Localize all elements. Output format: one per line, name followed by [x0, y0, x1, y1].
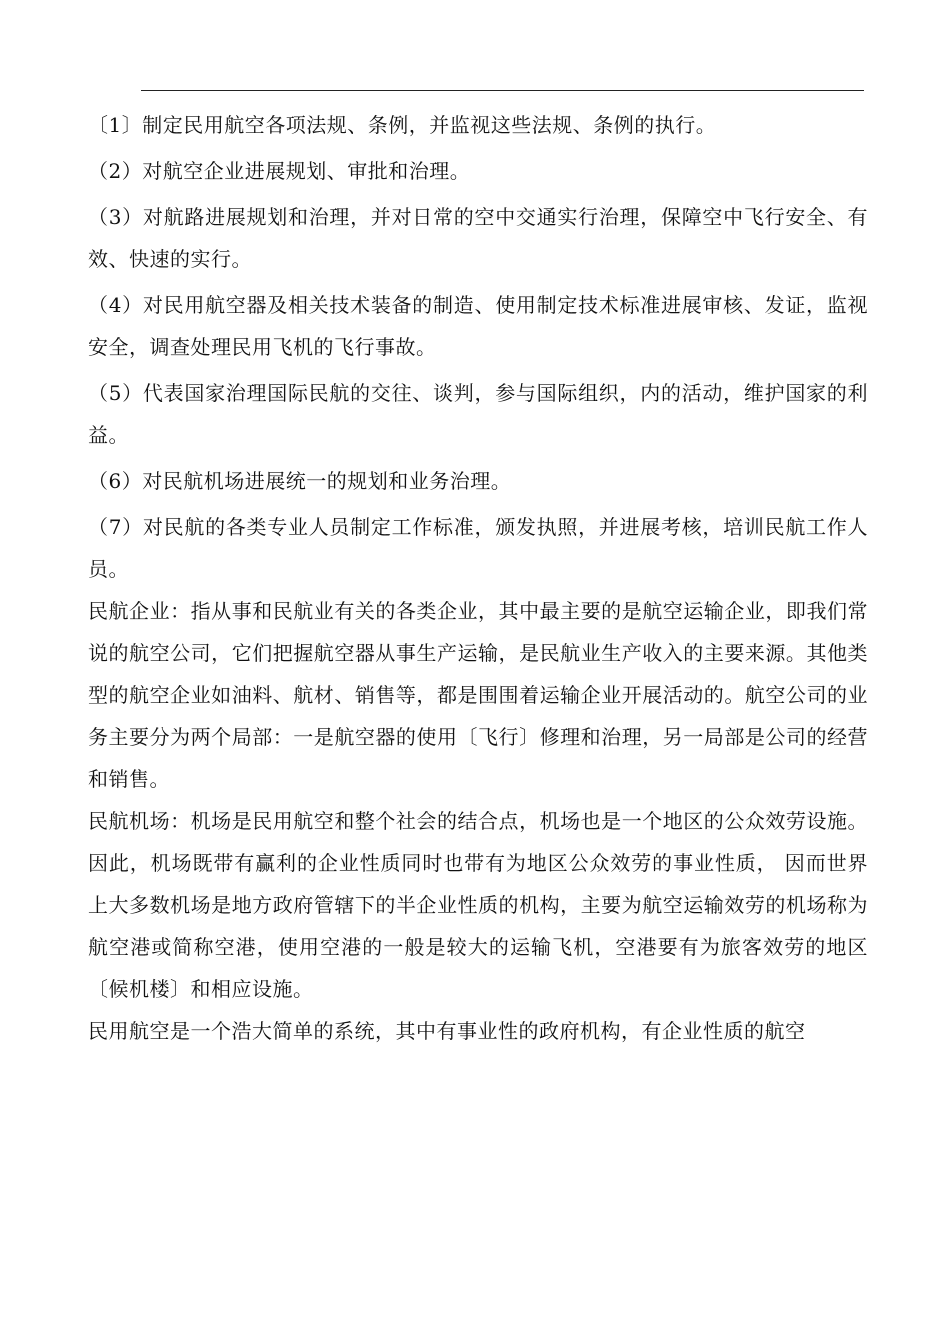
list-item-5: （5）代表国家治理国际民航的交往、谈判，参与国际组织，内的活动，维护国家的利益。 — [88, 381, 868, 447]
paragraph-civil-aviation-enterprise: 民航企业：指从事和民航业有关的各类企业，其中最主要的是航空运输企业，即我们常说的航空公司，它们把握航空器从事生产运输，是民航业生产收入的主要来源。其他类型的航空企业如油料、航材、销售等，都是围围着运输企业开展活动的。航空公司的业务主要分为两个局部：一是航空器的使用〔飞行〕修理和治理，另一局部是公司的经营和销售。 — [88, 599, 868, 791]
header-rule — [141, 90, 864, 91]
paragraph-civil-aviation-system: 民用航空是一个浩大简单的系统，其中有事业性的政府机构，有企业性质的航空 — [88, 1019, 806, 1043]
paragraph-civil-aviation-airport: 民航机场：机场是民用航空和整个社会的结合点，机场也是一个地区的公众效劳设施。因此，机场既带有赢利的企业性质同时也带有为地区公众效劳的事业性质， 因而世界上大多数机场是地方政府管辖下的半企业性质的机构，主要为航空运输效劳的机场称为航空港或简称空港，使用空港的一般是较大的运输飞机，空港要有为旅客效劳的地区〔候机楼〕和相应设施。 — [88, 809, 868, 1001]
list-item-2: （2）对航空企业进展规划、审批和治理。 — [88, 159, 471, 183]
list-item-3: （3）对航路进展规划和治理，并对日常的空中交通实行治理，保障空中飞行安全、有效、快速的实行。 — [88, 205, 868, 271]
list-item-4: （4）对民用航空器及相关技术装备的制造、使用制定技术标准进展审核、发证，监视安全，调查处理民用飞机的飞行事故。 — [88, 293, 868, 359]
list-item-1: 〔1〕制定民用航空各项法规、条例，并监视这些法规、条例的执行。 — [88, 113, 717, 137]
list-item-7: （7）对民航的各类专业人员制定工作标准，颁发执照，并进展考核，培训民航工作人员。 — [88, 515, 868, 581]
list-item-6: （6）对民航机场进展统一的规划和业务治理。 — [88, 469, 512, 493]
document-body — [88, 104, 868, 1052]
